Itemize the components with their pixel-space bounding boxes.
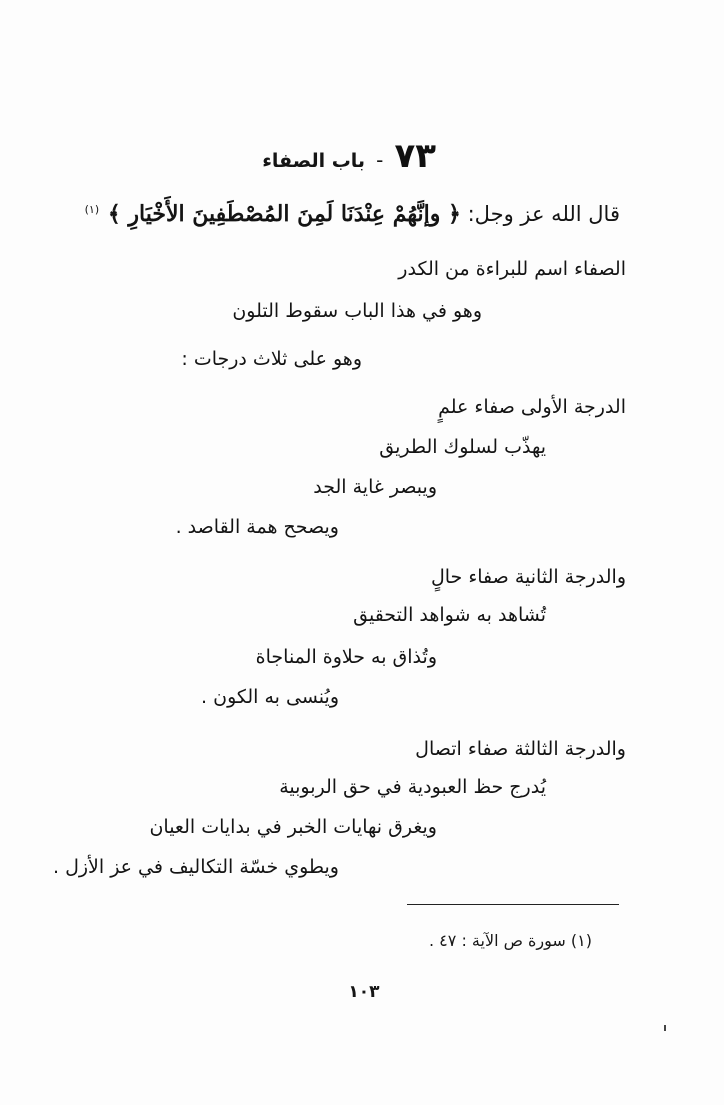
quran-verse-line xyxy=(85,195,620,229)
footnote: (١) سورة ص الآية : ٤٧ . xyxy=(429,931,592,950)
degree-one-heading: الدرجة الأولى صفاء علمٍ xyxy=(438,396,626,418)
degree-three-heading: والدرجة الثالثة صفاء اتصال xyxy=(415,738,626,760)
footnote-separator xyxy=(407,904,619,905)
body-line: ويصحح همة القاصد . xyxy=(175,516,339,538)
body-line: الصفاء اسم للبراءة من الكدر xyxy=(398,258,626,280)
chapter-number: ٧٣ xyxy=(394,136,436,176)
body-line: يهذّب لسلوك الطريق xyxy=(379,436,546,458)
body-line: ويغرق نهايات الخبر في بدايات العيان xyxy=(149,816,437,838)
verse-intro: قال الله عز وجل: xyxy=(467,202,620,226)
verse-text: ﴿ وإنَّهُمْ عِنْدَنَا لَمِنَ المُصْطَفِينَ الأَخْيَارِ ﴾ xyxy=(107,201,461,227)
body-line: ويبصر غاية الجد xyxy=(313,476,437,498)
degree-two-heading: والدرجة الثانية صفاء حالٍ xyxy=(430,566,626,588)
body-line: ويطوي خسّة التكاليف في عز الأزل . xyxy=(52,856,339,878)
body-line: وهو على ثلاث درجات : xyxy=(181,348,362,370)
chapter-heading xyxy=(262,138,436,180)
scan-mark xyxy=(664,1025,666,1031)
chapter-title: باب الصفاء xyxy=(262,150,366,172)
chapter-dash: - xyxy=(376,148,384,172)
body-line: تُشاهد به شواهد التحقيق xyxy=(353,604,546,626)
footnote-marker: (١) xyxy=(84,203,100,216)
body-line: وهو في هذا الباب سقوط التلون xyxy=(232,300,482,322)
body-line: وتُذاق به حلاوة المناجاة xyxy=(255,646,437,668)
body-line: ويُنسى به الكون . xyxy=(201,686,339,708)
page-number: ١٠٣ xyxy=(348,982,380,1002)
body-line: يُدرج حظ العبودية في حق الربوبية xyxy=(279,776,546,798)
